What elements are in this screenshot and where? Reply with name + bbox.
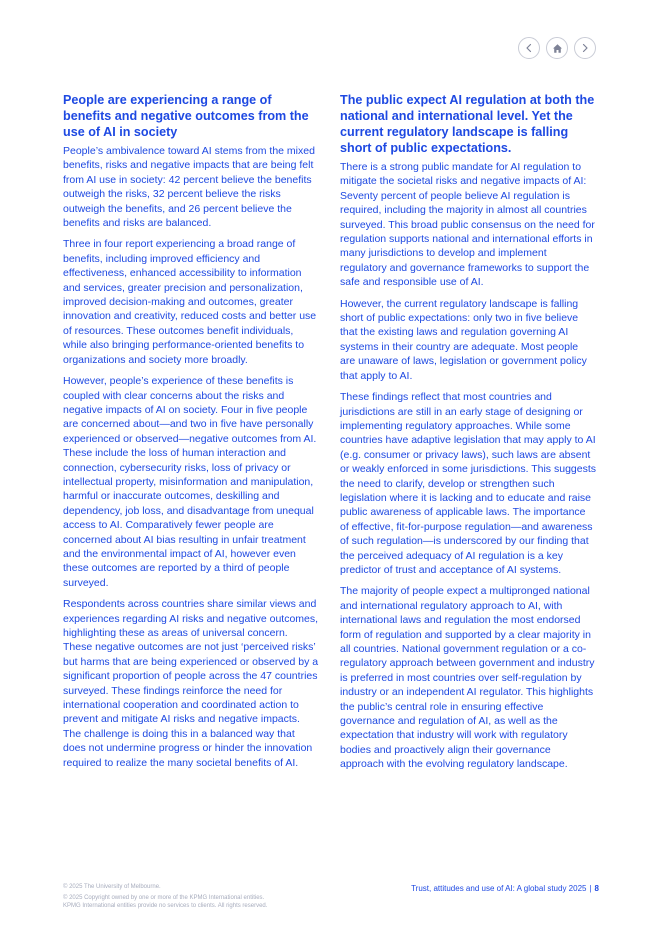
next-page-button[interactable] — [574, 37, 596, 59]
right-paragraph-4: The majority of people expect a multipronged national and international regulatory approach to AI, with international laws and regulation the most endorsed form of regulation and supported by a clear majority in all countries. National government regulation or a co-regulatory approach between government and industry is preferred in most countries over self-regulation by industry or an independent AI regulator. This highlights the public’s central role in ensuring effective governance and regulation of AI, as well as the expectation that industry will work with regulatory bodies and proactively align their governance approach with the evolving regulatory landscape. — [340, 585, 595, 771]
right-column — [340, 92, 596, 779]
right-heading: The public expect AI regulation at both the national and international level. Yet the current regulatory landscape is falling short of public expectations. — [340, 93, 595, 155]
copyright-kpmg-line2: KPMG International entities provide no services to clients. All rights reserved. — [63, 903, 268, 909]
chevron-left-icon — [524, 43, 534, 53]
left-paragraph-2: Three in four report experiencing a broad range of benefits, including improved efficiency and effectiveness, enhanced accessibility to information and services, greater precision and personalization, improved decision-making and outcomes, greater innovation and creativity, reduced costs and better use of resources. These outcomes benefit individuals, while also bringing performance-oriented benefits to organizations and society more broadly. — [63, 238, 317, 366]
home-button[interactable] — [546, 37, 568, 59]
left-column — [63, 92, 319, 777]
previous-page-button[interactable] — [518, 37, 540, 59]
copyright-university: © 2025 The University of Melbourne. — [63, 884, 161, 890]
footer-copyright — [63, 883, 267, 910]
left-paragraph-1: People’s ambivalence toward AI stems from the mixed benefits, risks and negative impacts that are being felt from AI use in society: 42 percent believe the benefits outweigh the risks, 32 percent believe the risks outweigh the benefits, and 26 percent believe the benefits and risks are balanced. — [63, 145, 315, 230]
right-paragraph-1: There is a strong public mandate for AI regulation to mitigate the societal risks and negative impacts of AI: Seventy percent of people believe AI regulation is required, including the majority in almost all countries surveyed. This broad public consensus on the need for regulation supports national and international efforts in many jurisdictions to develop and implement regulatory and governance frameworks to support the safe and responsible use of AI. — [340, 161, 595, 289]
right-paragraph-2: However, the current regulatory landscape is falling short of public expectations: only two in five believe that the existing laws and regulation governing AI systems in their country are adequate. Most people are unaware of laws, legislation or government policy that apply to AI. — [340, 297, 587, 382]
left-heading: People are experiencing a range of benefits and negative outcomes from the use of AI in society — [63, 93, 309, 139]
left-paragraph-4: Respondents across countries share similar views and experiences regarding AI risks and negative outcomes, highlighting these as areas of universal concern. These negative outcomes are not just ‘perceived risks’ but harms that are being experienced or observed by a significant proportion of people across the 47 countries surveyed. These findings reinforce the need for international cooperation and coordinated action to prevent and mitigate AI risks and negative impacts. The challenge is doing this in a balanced way that does not undermine progress or hinder the innovation required to realize the many societal benefits of AI. — [63, 598, 319, 769]
left-paragraph-3: However, people’s experience of these benefits is coupled with clear concerns about the risks and negative impacts of AI on society. Four in five people are concerned about—and two in five have personally experienced or observed—negative outcomes from AI. These include the loss of human interaction and connection, cybersecurity risks, loss of privacy or intellectual property, misinformation and manipulation, harmful or inaccurate outcomes, deskilling and dependency, job loss, and disadvantage from unequal access to AI. Comparatively fewer people are concerned about AI bias resulting in unfair treatment and the environmental impact of AI, however even these outcomes are reported by a third of people surveyed. — [63, 375, 317, 589]
copyright-kpmg-line1: © 2025 Copyright owned by one or more of the KPMG International entities. — [63, 895, 265, 901]
home-icon — [552, 43, 563, 54]
chevron-right-icon — [580, 43, 590, 53]
footer-separator: | — [589, 884, 592, 893]
page-number: 8 — [594, 884, 599, 893]
report-title: Trust, attitudes and use of AI: A global study 2025 — [411, 884, 587, 893]
footer-report-info — [411, 884, 599, 894]
page-navigation — [518, 37, 596, 59]
right-paragraph-3: These findings reflect that most countries and jurisdictions are still in an early stage of designing or implementing regulatory approaches. While some countries have adaptive legislation that may apply to AI (e.g. consumer or privacy laws), such laws are absent or weakly enforced in some jurisdictions. This suggests the need to clarify, develop or strengthen such legislation where it is lacking and to educate and raise public awareness of applicable laws. The importance of effective, fit-for-purpose regulation—and awareness of such regulation—is underscored by our finding that the perceived adequacy of AI regulation is a key predictor of trust and acceptance of AI systems. — [340, 391, 597, 576]
